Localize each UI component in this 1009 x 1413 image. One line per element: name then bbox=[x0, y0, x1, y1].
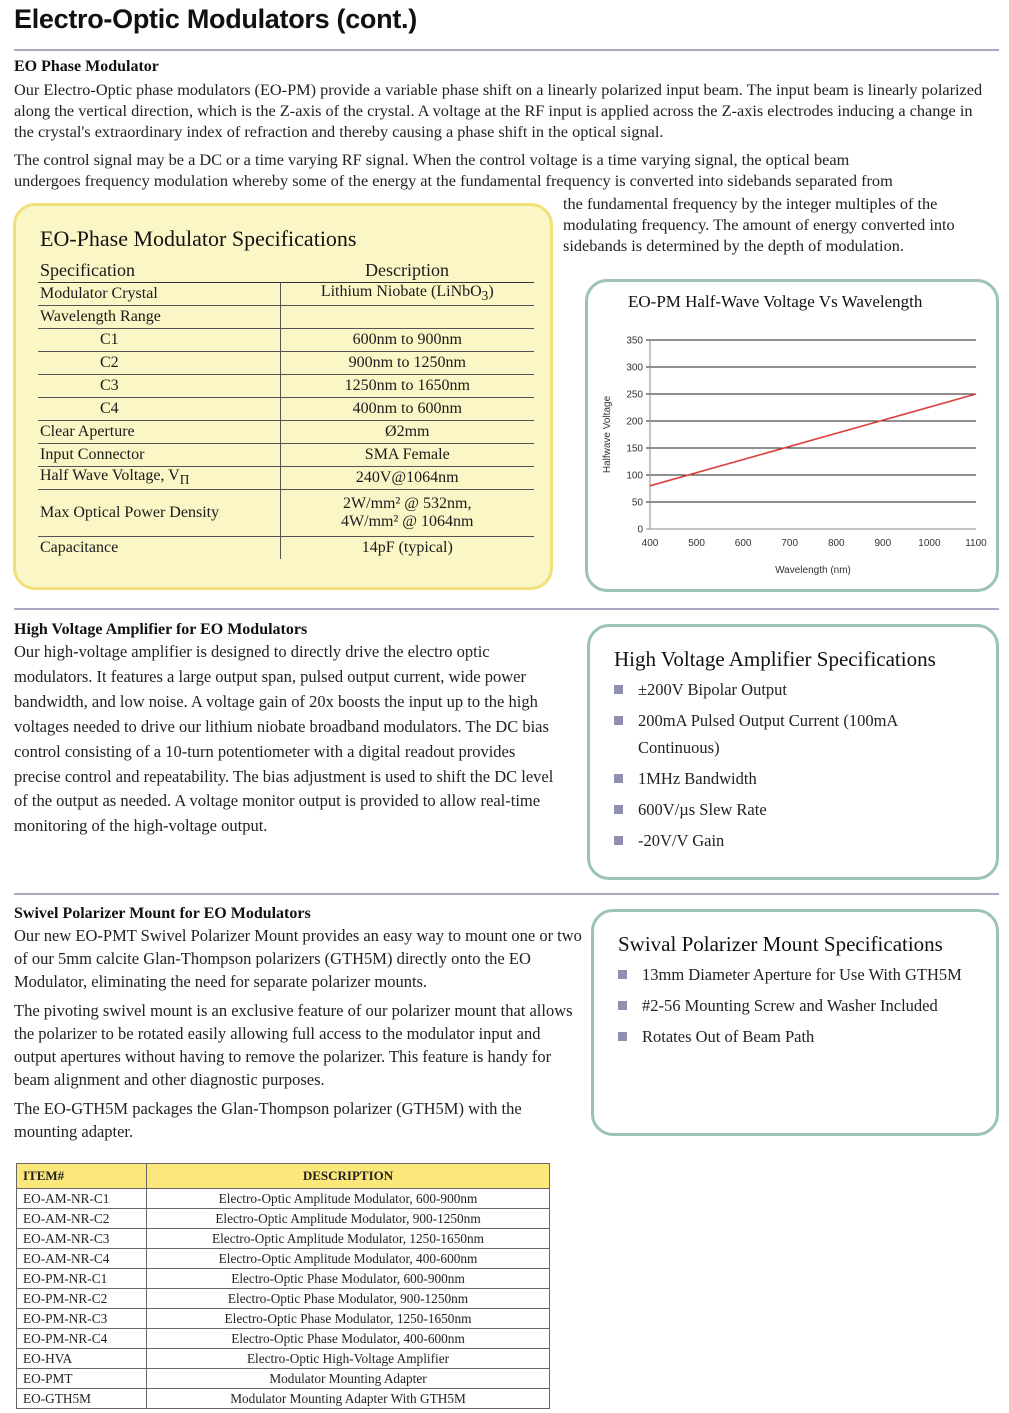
item-number: EO-HVA bbox=[17, 1349, 147, 1369]
items-header-item: ITEM# bbox=[17, 1164, 147, 1189]
spec-value: 600nm to 900nm bbox=[280, 329, 534, 352]
table-row bbox=[17, 1369, 550, 1389]
bullet-square-icon bbox=[618, 1001, 627, 1010]
spec-value: SMA Female bbox=[280, 444, 534, 467]
eo-phase-heading: EO Phase Modulator bbox=[14, 58, 159, 75]
bullet-square-icon bbox=[614, 716, 623, 725]
item-description: Electro-Optic Amplitude Modulator, 400-600nm bbox=[147, 1249, 550, 1269]
spec-row-wavelength bbox=[38, 306, 534, 329]
item-description: Electro-Optic Amplitude Modulator, 900-1250nm bbox=[147, 1209, 550, 1229]
spec-row-connector bbox=[38, 444, 534, 467]
x-tick-label: 900 bbox=[874, 538, 892, 549]
header-rule bbox=[14, 49, 999, 51]
swivel-spec-box bbox=[591, 909, 999, 1136]
eo-phase-paragraph-2-line-2: undergoes frequency modulation whereby some of the energy at the fundamental frequency is converted into sidebands separated from bbox=[14, 171, 893, 190]
spec-value: 14pF (typical) bbox=[280, 537, 534, 560]
item-number: EO-PM-NR-C2 bbox=[17, 1289, 147, 1309]
chart-title: EO-PM Half-Wave Voltage Vs Wavelength bbox=[628, 292, 923, 311]
spec-name: C2 bbox=[38, 352, 280, 375]
swivel-heading: Swivel Polarizer Mount for EO Modulators bbox=[14, 905, 311, 922]
spec-value: 1250nm to 1650nm bbox=[280, 375, 534, 398]
x-tick-label: 1000 bbox=[918, 538, 941, 549]
eo-phase-spec-box bbox=[13, 203, 553, 590]
spec-value: 400nm to 600nm bbox=[280, 398, 534, 421]
x-tick-label: 700 bbox=[781, 538, 799, 549]
hva-spec-item: 1MHz Bandwidth bbox=[614, 765, 944, 792]
hva-section bbox=[14, 621, 554, 839]
spec-value: Lithium Niobate (LiNbO$_3$) bbox=[280, 283, 534, 306]
item-description: Modulator Mounting Adapter With GTH5M bbox=[147, 1389, 550, 1409]
item-description: Electro-Optic Phase Modulator, 1250-1650nm bbox=[147, 1309, 550, 1329]
spec-value: Ø2mm bbox=[280, 421, 534, 444]
spec-name: Input Connector bbox=[38, 444, 280, 467]
x-tick-label: 600 bbox=[734, 538, 752, 549]
hva-spec-item: -20V/V Gain bbox=[614, 827, 944, 854]
item-description: Electro-Optic Phase Modulator, 400-600nm bbox=[147, 1329, 550, 1349]
spec-row-crystal bbox=[38, 283, 534, 306]
bullet-square-icon bbox=[614, 836, 623, 845]
y-axis-label: Halfwave Voltage bbox=[602, 395, 613, 474]
item-number: EO-AM-NR-C1 bbox=[17, 1189, 147, 1209]
spec-name: Capacitance bbox=[40, 539, 119, 556]
halfwave-chart-box bbox=[585, 279, 999, 592]
swivel-spec-list bbox=[618, 961, 968, 1050]
item-number: EO-AM-NR-C2 bbox=[17, 1209, 147, 1229]
spec-row-halfwave bbox=[38, 467, 534, 490]
hva-heading: High Voltage Amplifier for EO Modulators bbox=[14, 621, 308, 638]
hva-spec-item: 600V/µs Slew Rate bbox=[614, 796, 944, 823]
table-row bbox=[17, 1289, 550, 1309]
spec-name: C4 bbox=[38, 398, 280, 421]
spec-name: Half Wave Voltage, $V_\Pi$ bbox=[38, 467, 280, 490]
items-header-row bbox=[17, 1164, 550, 1189]
eo-phase-paragraph-2-line-1: The control signal may be a DC or a time varying RF signal. When the control voltage is a time varying signal, the optical beam bbox=[14, 150, 850, 169]
y-tick-label: 50 bbox=[631, 497, 643, 509]
item-number: EO-GTH5M bbox=[17, 1389, 147, 1409]
halfwave-chart bbox=[588, 282, 996, 589]
spec-row-capacitance bbox=[38, 537, 534, 560]
spec-row-c2 bbox=[38, 352, 534, 375]
spec-row-power-density bbox=[38, 490, 534, 537]
item-description: Electro-Optic Amplitude Modulator, 1250-1650nm bbox=[147, 1229, 550, 1249]
spec-row-aperture bbox=[38, 421, 534, 444]
item-number: EO-PM-NR-C3 bbox=[17, 1309, 147, 1329]
item-number: EO-PMT bbox=[17, 1369, 147, 1389]
spec-row-c4 bbox=[38, 398, 534, 421]
table-row bbox=[17, 1389, 550, 1409]
spec-name: Clear Aperture bbox=[38, 421, 280, 444]
swivel-box-title: Swival Polarizer Mount Specifications bbox=[618, 932, 943, 956]
item-number: EO-AM-NR-C3 bbox=[17, 1229, 147, 1249]
y-tick-label: 0 bbox=[637, 524, 643, 536]
spec-box-title: EO-Phase Modulator Specifications bbox=[40, 226, 357, 251]
item-description: Electro-Optic High-Voltage Amplifier bbox=[147, 1349, 550, 1369]
y-tick-label: 350 bbox=[626, 335, 643, 347]
section-rule-1 bbox=[14, 608, 999, 610]
spec-header-specification: Specification bbox=[38, 258, 280, 283]
spec-table bbox=[38, 258, 534, 559]
hva-spec-list bbox=[614, 676, 944, 854]
swivel-spec-item: Rotates Out of Beam Path bbox=[618, 1023, 968, 1050]
spec-name: Max Optical Power Density bbox=[38, 490, 280, 537]
item-number: EO-PM-NR-C1 bbox=[17, 1269, 147, 1289]
item-description: Modulator Mounting Adapter bbox=[147, 1369, 550, 1389]
bullet-square-icon bbox=[614, 805, 623, 814]
swivel-paragraph-2: The pivoting swivel mount is an exclusive feature of our polarizer mount that allows the polarizer to be rotated easily allowing full access to the modulator input and output apertures without having to remove the polarizer. This feature is handy for beam alignment and other diagnostic purposes. bbox=[14, 1001, 573, 1089]
item-description: Electro-Optic Phase Modulator, 900-1250nm bbox=[147, 1289, 550, 1309]
items-header-description: DESCRIPTION bbox=[147, 1164, 550, 1189]
spec-value: 2W/mm² @ 532nm, 4W/mm² @ 1064nm bbox=[280, 490, 534, 537]
spec-header-row bbox=[38, 258, 534, 283]
table-row bbox=[17, 1249, 550, 1269]
eo-phase-section bbox=[14, 58, 994, 191]
x-axis-label: Wavelength (nm) bbox=[775, 565, 851, 576]
spec-row-c1 bbox=[38, 329, 534, 352]
spec-name: Modulator Crystal bbox=[38, 283, 280, 306]
item-description: Electro-Optic Amplitude Modulator, 600-900nm bbox=[147, 1189, 550, 1209]
swivel-spec-item: 13mm Diameter Aperture for Use With GTH5M bbox=[618, 961, 968, 988]
table-row bbox=[17, 1209, 550, 1229]
eo-phase-paragraph-2-rest: the fundamental frequency by the integer multiples of the modulating frequency. The amount of energy converted into sidebands is determined by the depth of modulation. bbox=[563, 194, 955, 255]
hva-paragraph: Our high-voltage amplifier is designed to directly drive the electro optic modulators. It features a large output span, pulsed output current, wide power bandwidth, and low noise. A voltage gain of 20x boosts the input up to the high voltages needed to drive our lithium niobate broadband modulators. The DC bias control consisting of a 10-turn potentiometer with a digital readout provides precise control and repeatability. The bias adjustment is used to shift the DC level of the output as needed. A voltage monitor output is provided to allow real-time monitoring of the high-voltage output. bbox=[14, 642, 554, 836]
hva-spec-item: ±200V Bipolar Output bbox=[614, 676, 944, 703]
item-number: EO-AM-NR-C4 bbox=[17, 1249, 147, 1269]
spec-name: C1 bbox=[38, 329, 280, 352]
spec-name: Wavelength Range bbox=[38, 306, 280, 329]
y-tick-label: 250 bbox=[626, 389, 643, 401]
bullet-square-icon bbox=[614, 774, 623, 783]
hva-spec-box bbox=[587, 624, 999, 880]
y-tick-label: 200 bbox=[626, 416, 643, 428]
hva-box-title: High Voltage Amplifier Specifications bbox=[614, 647, 936, 671]
items-table bbox=[16, 1163, 550, 1409]
bullet-square-icon bbox=[618, 1032, 627, 1041]
bullet-square-icon bbox=[614, 685, 623, 694]
table-row bbox=[17, 1309, 550, 1329]
spec-row-c3 bbox=[38, 375, 534, 398]
y-tick-label: 150 bbox=[626, 443, 643, 455]
eo-phase-paragraph-1: Our Electro-Optic phase modulators (EO-PM) provide a variable phase shift on a linearly polarized input beam. The input beam is linearly polarized along the vertical direction, which is the Z-axis of the crystal. A voltage at the RF input is applied across the Z-axis electrodes inducing a change in the crystal's extraordinary index of refraction and thereby causing a phase shift in the optical signal. bbox=[14, 80, 983, 141]
item-description: Electro-Optic Phase Modulator, 600-900nm bbox=[147, 1269, 550, 1289]
table-row bbox=[17, 1329, 550, 1349]
table-row bbox=[17, 1189, 550, 1209]
spec-value bbox=[280, 306, 534, 329]
spec-value: 900nm to 1250nm bbox=[280, 352, 534, 375]
x-tick-label: 1100 bbox=[965, 538, 987, 549]
hva-spec-item: 200mA Pulsed Output Current (100mA Continuous) bbox=[614, 707, 944, 761]
swivel-spec-item: #2-56 Mounting Screw and Washer Included bbox=[618, 992, 968, 1019]
table-row bbox=[17, 1349, 550, 1369]
x-tick-label: 400 bbox=[641, 538, 659, 549]
swivel-section bbox=[14, 905, 582, 1143]
swivel-paragraph-1: Our new EO-PMT Swivel Polarizer Mount provides an easy way to mount one or two of our 5mm calcite Glan-Thompson polarizers (GTH5M) directly onto the EO Modulator, eliminating the need for separate polarizer mounts. bbox=[14, 926, 582, 991]
x-tick-label: 500 bbox=[688, 538, 705, 549]
spec-header-description: Description bbox=[280, 258, 534, 283]
y-tick-label: 300 bbox=[626, 362, 643, 374]
table-row bbox=[17, 1269, 550, 1289]
section-rule-2 bbox=[14, 893, 999, 895]
halfwave-voltage-line bbox=[650, 394, 976, 486]
table-row bbox=[17, 1229, 550, 1249]
x-tick-label: 800 bbox=[827, 538, 845, 549]
item-number: EO-PM-NR-C4 bbox=[17, 1329, 147, 1349]
spec-value: 240V@1064nm bbox=[280, 467, 534, 490]
y-tick-label: 100 bbox=[626, 470, 643, 482]
bullet-square-icon bbox=[618, 970, 627, 979]
spec-name: C3 bbox=[38, 375, 280, 398]
swivel-paragraph-3: The EO-GTH5M packages the Glan-Thompson polarizer (GTH5M) with the mounting adapter. bbox=[14, 1099, 522, 1141]
page-title: Electro-Optic Modulators (cont.) bbox=[14, 4, 417, 34]
